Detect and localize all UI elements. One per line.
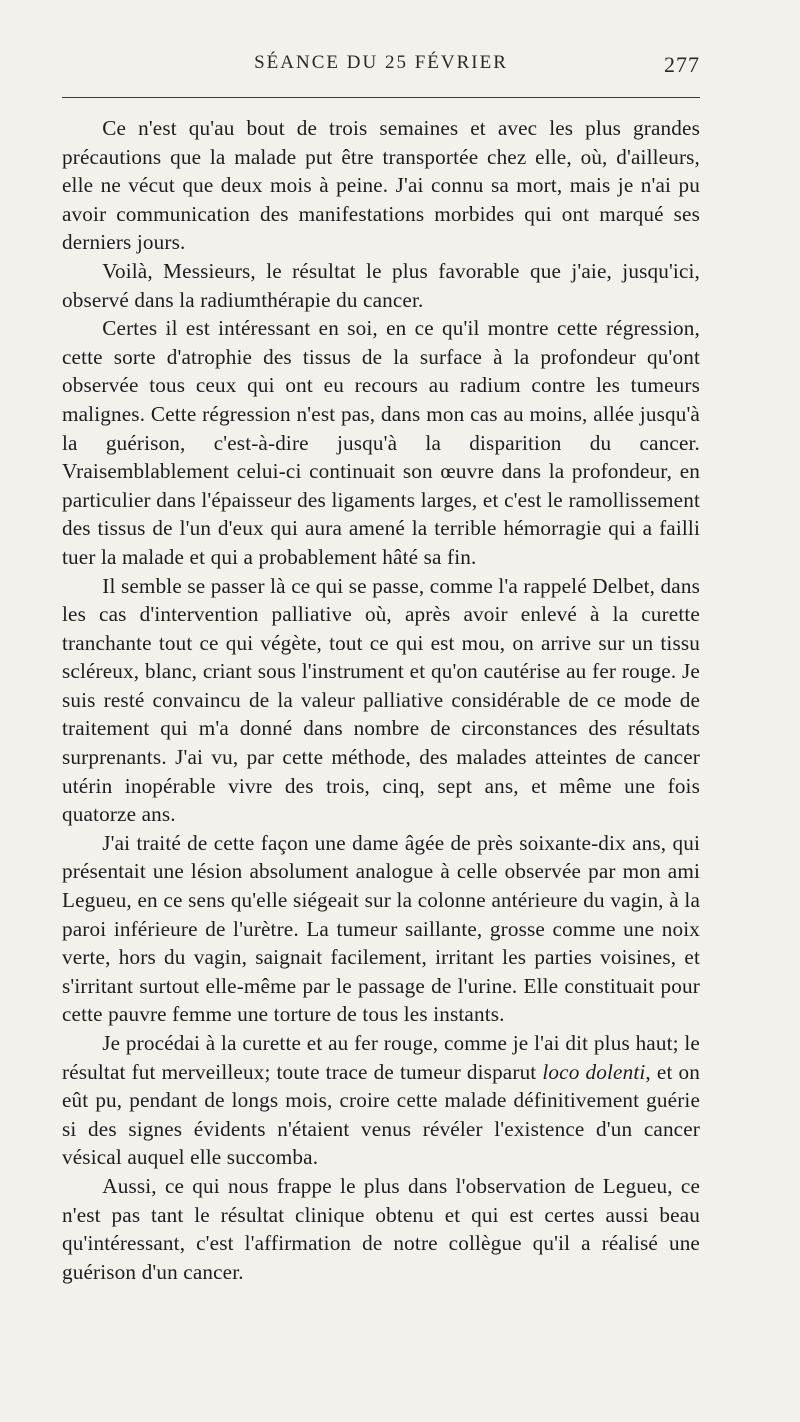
paragraph-4: Il semble se passer là ce qui se passe, comme l'a rappelé Delbet, dans les cas d'intervention palliative où, après avoir enlevé à la curette tranchante tout ce qui végète, tout ce qui est mou, on arrive sur un tissu scléreux, blanc, criant sous l'instrument et qu'on cautérise au fer rouge. Je suis resté convaincu de la valeur palliative considérable de ce mode de traitement qui m'a donné dans nombre de circonstances des résultats surprenants. J'ai vu, par cette méthode, des malades atteintes de cancer utérin inopérable vivre des trois, cinq, sept ans, et même une fois quatorze ans. xyxy=(62,573,700,827)
paragraph-2: Voilà, Messieurs, le résultat le plus favorable que j'aie, jusqu'ici, observé dans la radiumthérapie du cancer. xyxy=(62,258,700,312)
paragraph-6-start: Je procédai à la curette et au fer rouge, comme je l'ai dit plus haut; le résultat fut merveilleux; toute trace de tumeur disparut xyxy=(62,1031,700,1084)
paragraph-5: J'ai traité de cette façon une dame âgée de près soixante-dix ans, qui présentait une lésion absolument analogue à celle observée par mon ami Legueu, en ce sens qu'elle siégeait sur la colonne antérieure du vagin, à la paroi inférieure de l'urètre. La tumeur saillante, grosse comme une noix verte, hors du vagin, saignait facilement, irritant les parties voisines, et s'irritant surtout elle-même par le passage de l'urine. Elle constituait pour cette pauvre femme une torture de tous les instants. xyxy=(62,830,700,1027)
page-number: 277 xyxy=(664,52,700,77)
paragraph-1: Ce n'est qu'au bout de trois semaines et avec les plus grandes précautions que la malade put être transportée chez elle, où, d'ailleurs, elle ne vécut que deux mois à peine. J'ai connu sa mort, mais je n'ai pu avoir communication des manifestations morbides qui ont marqué ses derniers jours. xyxy=(62,116,700,255)
paragraph-7: Aussi, ce qui nous frappe le plus dans l'observation de Legueu, ce n'est pas tant le résultat clinique obtenu et qui est certes aussi beau qu'intéressant, c'est l'affirmation de notre collègue qu'il a réalisé une guérison d'un cancer. xyxy=(62,1173,700,1284)
paragraph-6 xyxy=(62,1029,700,1172)
paragraph-3: Certes il est intéressant en soi, en ce qu'il montre cette régression, cette sorte d'atrophie des tissus de la surface à la profondeur qu'ont observée tous ceux qui ont eu recours au radium contre les tumeurs malignes. Cette régression n'est pas, dans mon cas au moins, allée jusqu'à la guérison, c'est-à-dire jusqu'à la disparition du cancer. Vraisemblablement celui-ci continuait son œuvre dans la profondeur, en particulier dans l'épaisseur des ligaments larges, et c'est le ramollissement des tissus de l'un d'eux qui aura amené la terrible hémorragie qui a failli tuer la malade et qui a probablement hâté sa fin. xyxy=(62,316,700,569)
latin-phrase: loco dolenti xyxy=(542,1059,646,1084)
body-text xyxy=(62,114,700,1286)
running-header xyxy=(62,52,700,82)
header-rule xyxy=(62,97,700,98)
paragraph-6-end: , et on eût pu, pendant de longs mois, croire cette malade définitivement guérie si des signes évidents n'étaient venus révéler l'existence d'un cancer vésical auquel elle succomba. xyxy=(62,1059,700,1170)
running-title: SÉANCE DU 25 FÉVRIER xyxy=(254,52,508,73)
